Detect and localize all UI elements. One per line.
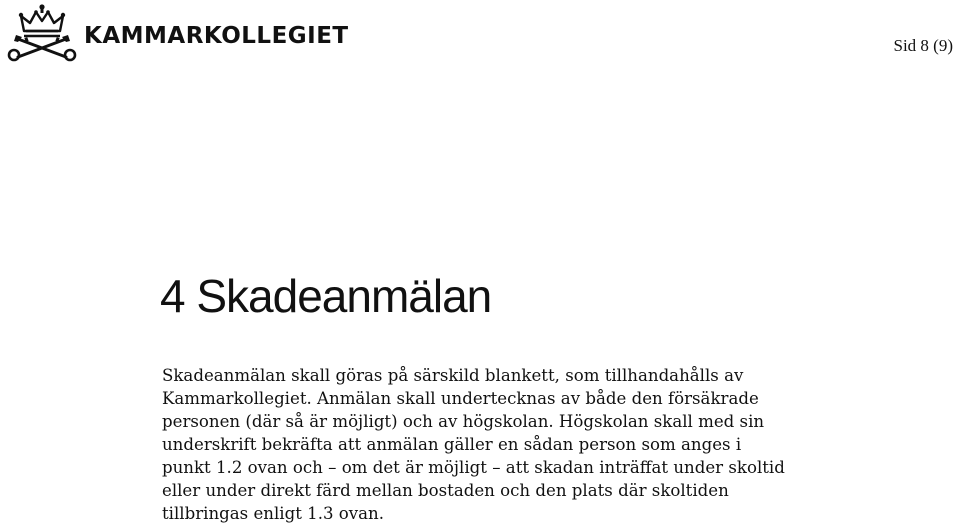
page-number: Sid 8 (9) [893,36,953,55]
paragraph-line: punkt 1.2 ovan och – om det är möjligt – att skadan inträffat under skoltid [162,458,785,477]
paragraph-line: personen (där så är möjligt) och av högskolan. Högskolan skall med sin [162,412,765,431]
paragraph-line: Kammarkollegiet. Anmälan skall undertecknas av både den försäkrade [162,389,759,408]
section-paragraph [162,364,842,525]
paragraph-line: Skadeanmälan skall göras på särskild blankett, som tillhandahålls av [162,366,744,385]
paragraph-line: tillbringas enligt 1.3 ovan. [162,504,385,523]
paragraph-line: eller under direkt färd mellan bostaden och den plats där skoltiden [162,481,729,500]
crown-crossed-keys-icon [4,3,80,65]
page-header [0,0,959,70]
paragraph-line: underskrift bekräfta att anmälan gäller en sådan person som anges i [162,435,742,454]
section-heading: 4 Skadeanmälan [160,270,492,322]
brand-name: KAMMARKOLLEGIET [84,23,349,49]
